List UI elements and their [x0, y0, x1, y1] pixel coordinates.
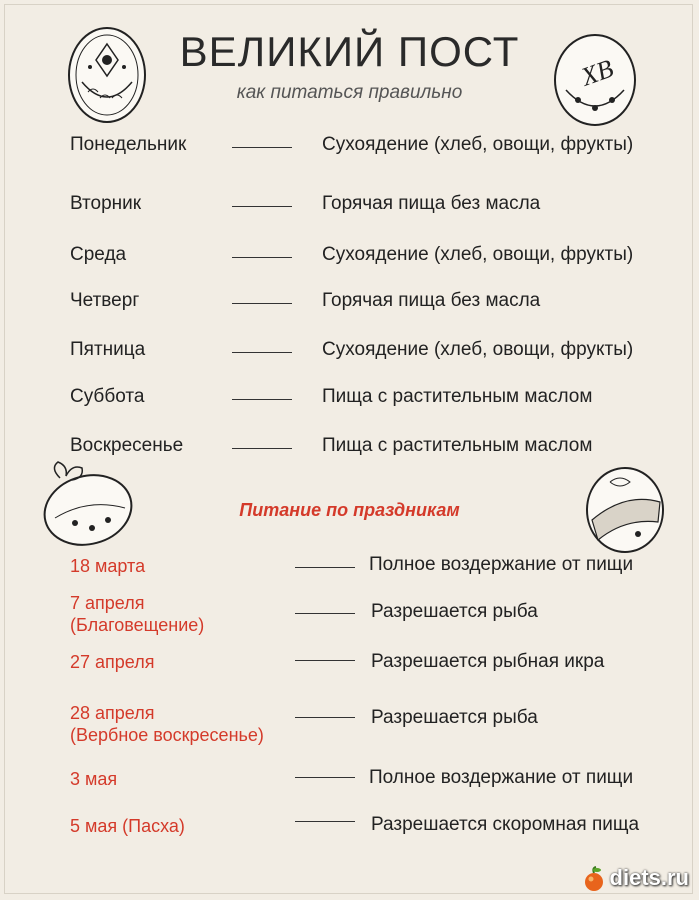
dash-separator [295, 821, 355, 822]
day-name: Воскресенье [70, 435, 184, 456]
day-food: Сухоядение (хлеб, овощи, фрукты) [322, 339, 634, 360]
holiday-note: (Вербное воскресенье) [70, 725, 264, 745]
page-title: ВЕЛИКИЙ ПОСТ [179, 28, 520, 75]
day-name: Среда [70, 244, 127, 265]
dash-separator [232, 303, 292, 304]
day-food: Пища с растительным маслом [322, 435, 593, 456]
svg-text:ХВ: ХВ [577, 53, 618, 92]
holiday-date: 7 апреля [70, 593, 145, 613]
day-name: Суббота [70, 386, 145, 407]
dash-separator [232, 257, 292, 258]
day-name: Понедельник [70, 134, 187, 155]
holiday-note: (Благовещение) [70, 615, 205, 635]
holiday-date: 18 марта [70, 556, 146, 576]
day-row [0, 134, 699, 194]
day-name: Вторник [70, 193, 142, 214]
dash-separator [295, 567, 355, 568]
dash-separator [295, 660, 355, 661]
holiday-date: 27 апреля [70, 652, 155, 672]
holiday-date: 3 мая [70, 769, 118, 789]
holidays-heading: Питание по праздникам [239, 500, 460, 520]
day-name: Пятница [70, 339, 146, 360]
dash-separator [295, 777, 355, 778]
dash-separator [295, 717, 355, 718]
day-food: Горячая пища без масла [322, 290, 541, 311]
watermark-text: diets.ru [609, 864, 689, 890]
holiday-row [0, 702, 699, 762]
holiday-food: Разрешается рыба [371, 707, 538, 728]
dash-separator [232, 448, 292, 449]
day-food: Пища с растительным маслом [322, 386, 593, 407]
day-food: Сухоядение (хлеб, овощи, фрукты) [322, 134, 634, 155]
holiday-row [0, 592, 699, 652]
holiday-date: 5 мая (Пасха) [70, 816, 185, 836]
dash-separator [232, 147, 292, 148]
dash-separator [232, 352, 292, 353]
dash-separator [295, 613, 355, 614]
holiday-food: Полное воздержание от пищи [369, 767, 634, 788]
dash-separator [232, 206, 292, 207]
holiday-date: 28 апреля [70, 703, 155, 723]
apple-icon [581, 866, 607, 892]
holiday-food: Разрешается рыба [371, 601, 538, 622]
day-food: Горячая пища без масла [322, 193, 541, 214]
holiday-food: Разрешается рыбная икра [371, 651, 605, 672]
watermark-logo [581, 865, 689, 892]
day-name: Четверг [70, 290, 140, 311]
page-subtitle: как питаться правильно [236, 82, 463, 103]
holiday-food: Разрешается скоромная пища [371, 814, 640, 835]
holiday-food: Полное воздержание от пищи [369, 554, 634, 575]
day-row [0, 435, 699, 495]
day-food: Сухоядение (хлеб, овощи, фрукты) [322, 244, 634, 265]
dash-separator [232, 399, 292, 400]
